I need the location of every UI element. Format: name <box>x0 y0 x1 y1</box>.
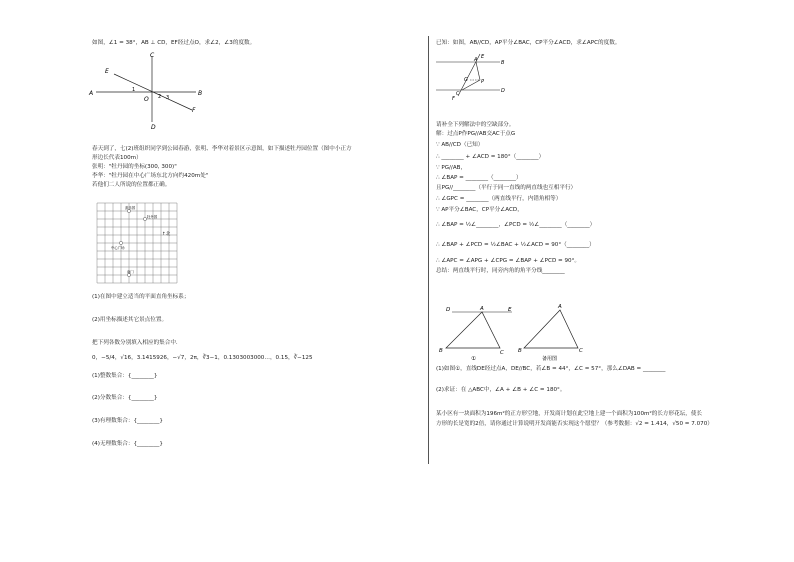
proof-line-13: 总结：两直线平行时，同旁内角的角平分线________ <box>436 268 565 274</box>
map-spot-center <box>119 241 122 244</box>
fig1-label-B: B <box>439 348 443 354</box>
column-divider <box>428 36 429 464</box>
q3-set-integers: (1)整数集合：{________} <box>92 373 158 379</box>
q5-part-2: (2)求证：在 △ABC中，∠A + ∠B + ∠C = 180°。 <box>436 387 566 393</box>
q2-part-1: (1)在图中建立适当的平面直角坐标系； <box>92 294 190 300</box>
label-angle-1: 1 <box>132 87 136 93</box>
fig2-label-B: B <box>518 348 522 354</box>
fig1-label-A: A <box>480 306 484 312</box>
label-A: A <box>89 90 94 97</box>
q4-label-E: E <box>481 54 485 60</box>
q4-label-F: F <box>452 96 455 100</box>
proof-line-12: ∴ ∠APC = ∠APG + ∠CPG = ∠BAP + ∠PCD = 90°。 <box>436 258 581 264</box>
map-label-gate: 游乐园 <box>125 206 136 210</box>
fig1-caption: ① <box>471 356 476 362</box>
q5-figure-2 <box>518 300 588 362</box>
label-D: D <box>151 124 156 131</box>
proof-line-10: ∴ ∠BAP = ½∠________，∠PCD = ½∠________（________） <box>436 222 596 228</box>
proof-line-9: ∵ AP平分∠BAC，CP平分∠ACD， <box>436 207 523 213</box>
q2-line-4: 李华："牡丹园在中心广场东北方向约420m处" <box>92 173 209 179</box>
q2-part-2: (2)用坐标描述其它景点位置。 <box>92 317 168 323</box>
q3-set-irrationals: (4)无理数集合：{________} <box>92 441 163 447</box>
label-B: B <box>198 90 203 97</box>
q2-line-2: 形边长代表100m） <box>92 155 142 161</box>
q3-set-rationals: (3)有理数集合：{________} <box>92 418 163 424</box>
fig2-label-C: C <box>579 348 583 354</box>
q5-figure-1 <box>436 300 522 362</box>
q2-line-3: 张明："牡丹园的坐标(300, 300)" <box>92 164 177 170</box>
label-angle-3: 3 <box>166 95 170 101</box>
label-F: F <box>192 107 196 114</box>
label-C: C <box>150 52 155 59</box>
fig1-label-D: D <box>446 307 451 313</box>
q3-title: 把下列各数分别填入相应的集合中. <box>92 340 178 346</box>
label-angle-2: 2 <box>158 94 162 100</box>
fig2-caption: 备用图 <box>542 356 558 362</box>
q2-line-5: 若他们二人所说的位置都正确。 <box>92 182 171 188</box>
proof-line-3: ∵ AB//CD（已知） <box>436 142 484 148</box>
q3-set-fractions: (2)分数集合：{________} <box>92 395 158 401</box>
proof-line-4: ∴ ________ + ∠ACD = 180°（________） <box>436 154 545 160</box>
q2-line-1: 春天到了，七(2)班组织同学到公园春游，张明、李华对着景区示意图，如下描述牡丹园位置（图中小正方 <box>92 146 352 152</box>
map-label-peony: 牡丹园 <box>147 215 158 219</box>
map-label-center: 中心广场 <box>111 246 125 250</box>
q3-numbers: 0，−5/4，√16，3.1415926，−√7，2π，∛3−1，0.1303003000…，0.15，∛−125 <box>92 355 313 361</box>
q4-label-C: C <box>456 91 460 97</box>
q4-label-A: A <box>474 57 478 63</box>
q1-figure <box>88 50 208 132</box>
proof-line-8: ∴ ∠GPC = ________（两直线平行，内错角相等） <box>436 196 562 202</box>
q4-figure <box>436 50 506 100</box>
fig1-label-C: C <box>500 350 504 356</box>
map-north-label: ↑北 <box>162 232 171 237</box>
label-E: E <box>105 68 109 75</box>
proof-line-2: 解：过点P作PG//AB交AC于点G <box>436 131 516 137</box>
q4-text: 已知：如图，AB//CD，AP平分∠BAC，CP平分∠ACD，求∠APC的度数。 <box>436 40 621 46</box>
q4-label-B: B <box>501 60 505 66</box>
q1-text: 如图，∠1 = 38°，AB ⊥ CD，EF经过点O，求∠2，∠3的度数。 <box>92 40 256 46</box>
q4-label-D: D <box>501 88 505 94</box>
fig2-label-A: A <box>558 304 562 310</box>
proof-line-7: 且PG//________（平行于同一直线的两直线也互相平行） <box>436 185 577 191</box>
proof-line-1: 请补全下列解法中的空缺部分。 <box>436 122 515 128</box>
proof-line-6: ∴ ∠BAP = ________（________） <box>436 175 522 181</box>
label-O: O <box>144 96 149 103</box>
map-label-south: 南门 <box>127 270 134 274</box>
fig1-label-E: E <box>508 307 512 313</box>
q6-line-1: 某小区有一块面积为196m²的正方形空地，开发商计划在此空地上建一个面积为100m²的长方形花坛，使长 <box>436 411 703 417</box>
q4-label-G: G <box>464 77 468 83</box>
proof-line-5: ∵ PG//AB， <box>436 165 467 171</box>
q4-label-P: P <box>481 79 485 85</box>
q6-line-2: 方形的长是宽的2倍，请你通过计算说明开发商能否实现这个愿望？（参考数据：√2 = 1.414，√50 = 7.070） <box>436 421 713 427</box>
proof-line-11: ∴ ∠BAP + ∠PCD = ½∠BAC + ½∠ACD = 90°（________） <box>436 242 595 248</box>
park-map-grid <box>92 198 182 288</box>
q5-part-1: (1)如图①，直线DE经过点A，DE//BC，若∠B = 44°，∠C = 57°，那么∠DAB = ________ <box>436 366 666 372</box>
